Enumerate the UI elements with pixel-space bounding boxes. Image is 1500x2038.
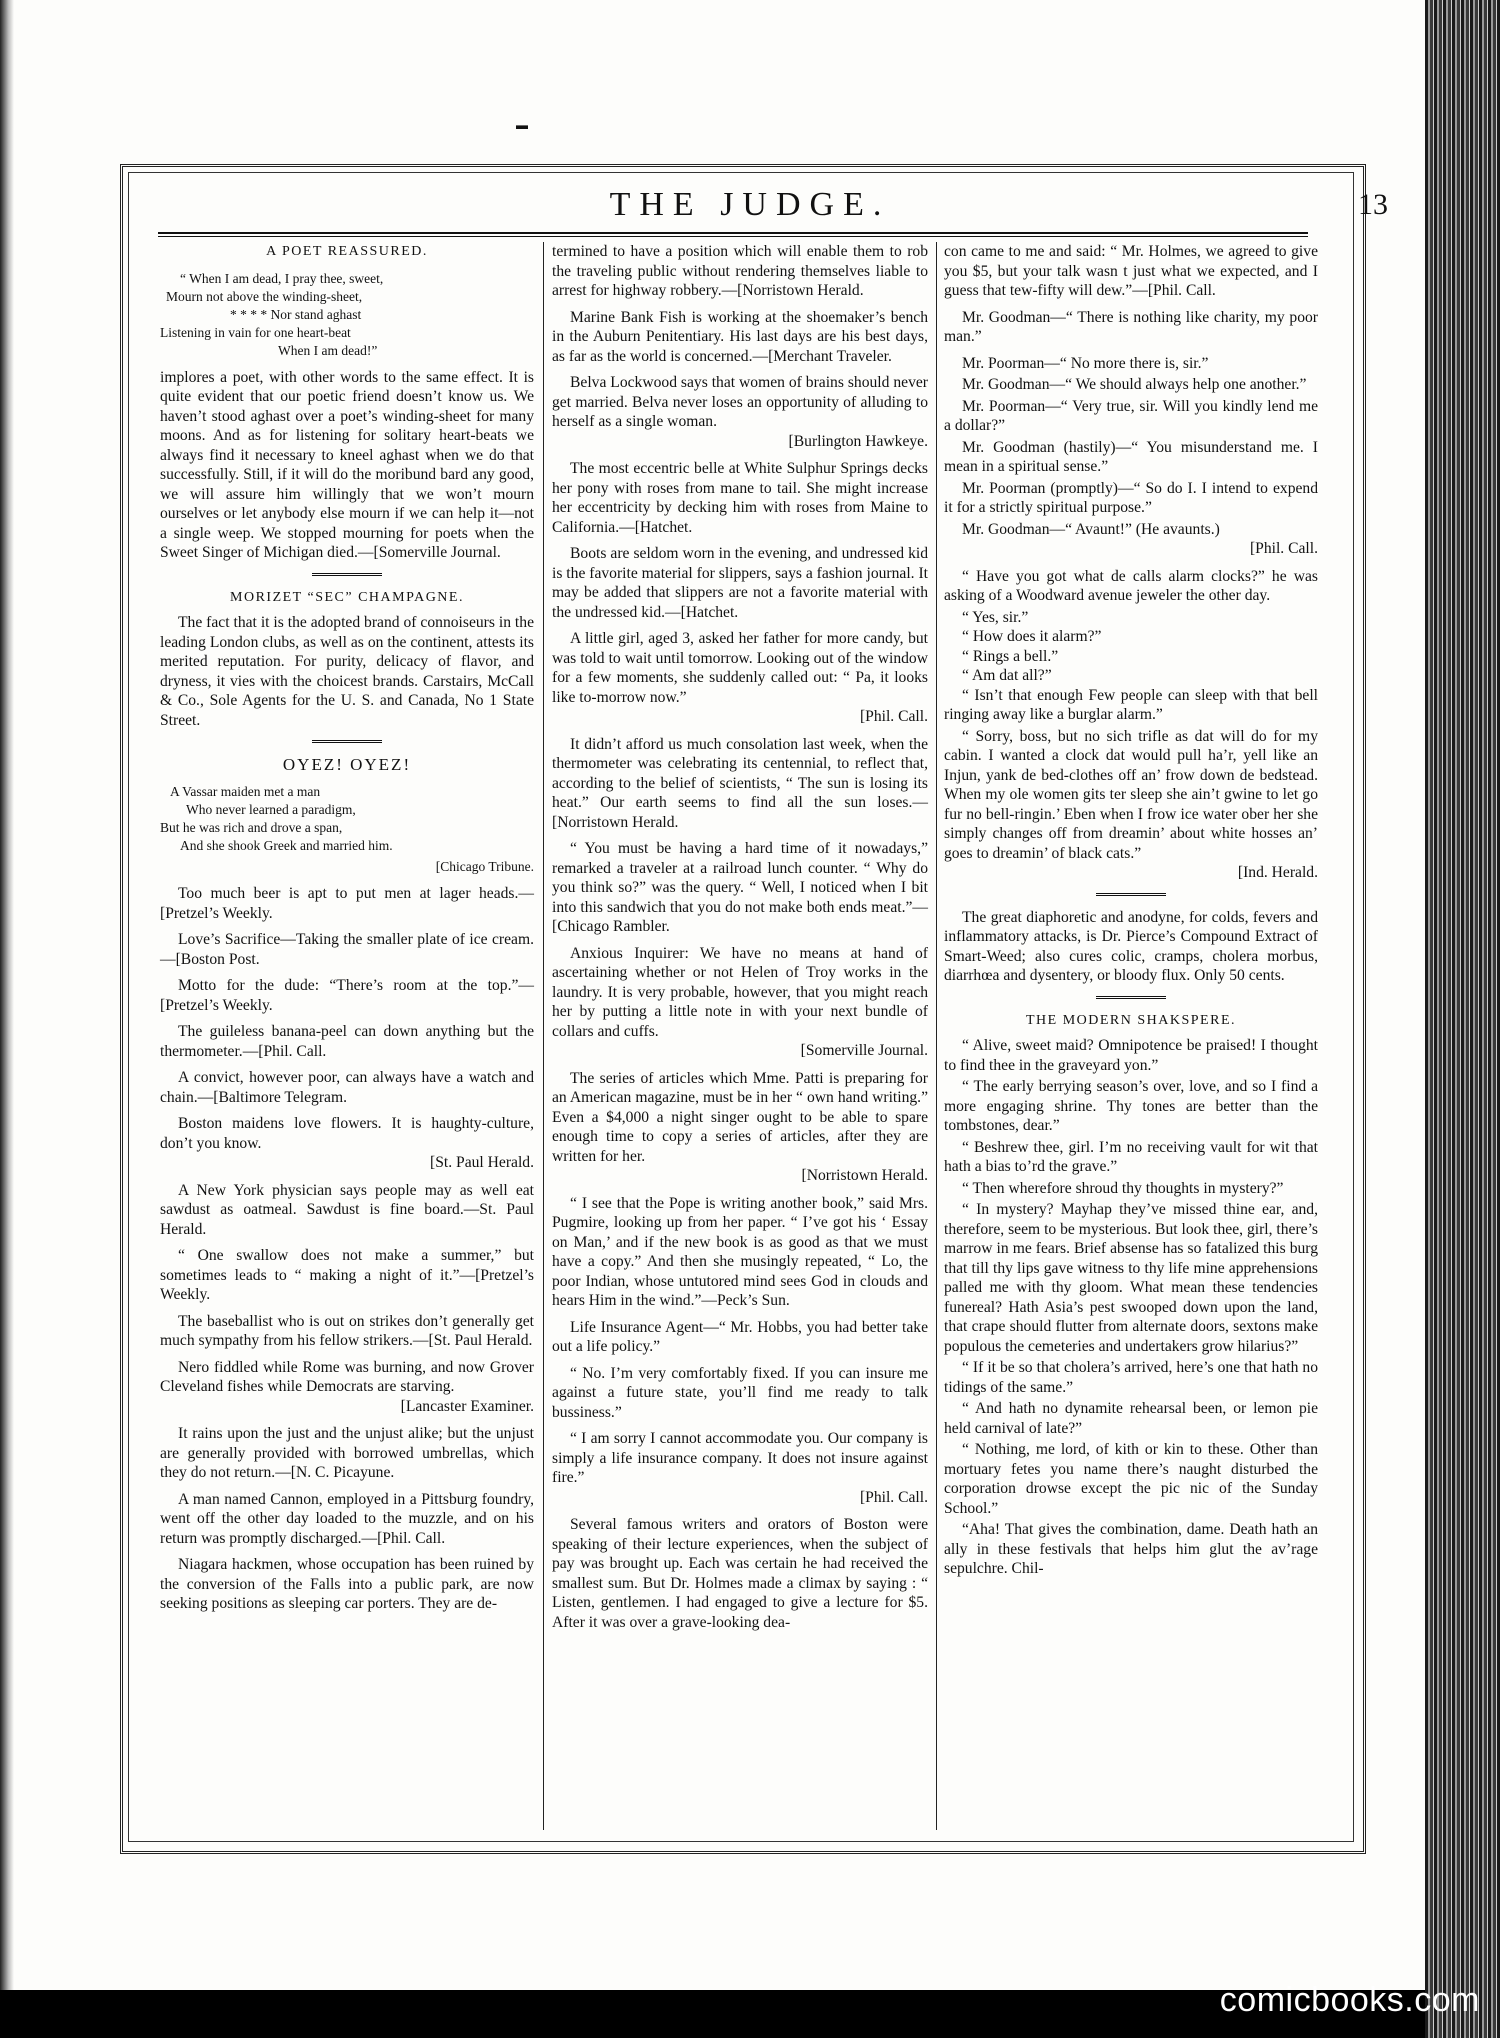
dialogue-line: “ Alive, sweet maid? Omnipotence be praised! I thought to find thee in the graveyard yon.” [944, 1037, 1318, 1074]
source-credit: [Ind. Herald. [1237, 864, 1318, 881]
paragraph: “ You must be having a hard time of it nowadays,” remarked a traveler at a railroad lunch counter. “ Why do you think so?” was the query. “ Well, I noticed when I bit into this sandwich that you do not make both ends meat.”—[Chicago Rambler. [552, 840, 928, 935]
source-credit: [Phil. Call. [859, 1488, 928, 1506]
paragraph: It didn’t afford us much consolation last week, when the thermometer was celebrating its centennial, to reflect that, according to the belief of scientists, “ The sun is losing its heat.” Our earth seems to find all the sun loses.—[Norristown Herald. [552, 735, 928, 831]
source-credit: [Burlington Hawkeye. [788, 432, 928, 450]
masthead-rule [158, 232, 1308, 237]
dialogue-line: Mr. Poorman (promptly)—“ So do I. I intend to expend it for a strictly spiritual purpose.” [944, 479, 1318, 516]
paragraph: The baseballist who is out on strikes don’t generally get much sympathy from his fellow strikers.—[St. Paul Herald. [160, 1312, 534, 1349]
dialogue-line: “ Have you got what de calls alarm clocks?” he was asking of a Woodward avenue jeweler the other day. [944, 567, 1318, 604]
dialogue-line: “ Am dat all?” [962, 667, 1052, 684]
paragraph: It rains upon the just and the unjust alike; but the unjust are generally provided with borrowed umbrellas, which they do not return.—[N. C. Picayune. [160, 1425, 534, 1481]
section-heading: THE MODERN SHAKSPERE. [1025, 1012, 1236, 1028]
paragraph: The series of articles which Mme. Patti is preparing for an American magazine, must be in her “ own hand writing.” Even a $4,000 a night singer ought to be able to spare enough time to copy a series of articles, after they are written for her. [552, 1069, 928, 1165]
dialogue-line: “ Isn’t that enough Few people can sleep with that bell ringing away like a burglar alarm.” [944, 686, 1318, 723]
column-divider [543, 242, 544, 1830]
dialogue-line: “ Rings a bell.” [962, 647, 1059, 665]
paragraph: A convict, however poor, can always have a watch and chain.—[Baltimore Telegram. [160, 1069, 534, 1106]
section-rule [312, 573, 382, 578]
poem-line: Who never learned a paradigm, [186, 801, 356, 817]
paragraph: Boston maidens love flowers. It is haughty-culture, don’t you know. [160, 1115, 534, 1152]
source-credit: [Norristown Herald. [801, 1167, 928, 1184]
paragraph: Life Insurance Agent—“ Mr. Hobbs, you had better take out a life policy.” [552, 1318, 928, 1355]
dialogue-line: Mr. Goodman—“ We should always help one another.” [962, 376, 1307, 393]
source-credit: [Somerville Journal. [800, 1042, 928, 1059]
dialogue-line: “ Beshrew thee, girl. I’m no receiving vault for wit that hath a bias to’rd the grave.” [944, 1138, 1318, 1175]
poem [160, 270, 534, 360]
dialogue-line: Mr. Goodman—“ There is nothing like charity, my poor man.” [944, 308, 1318, 345]
paragraph: Several famous writers and orators of Boston were speaking of their lecture experiences, when the subject of pay was brought up. Each was certain he had received the smallest sum. But Dr. Holmes made a climax by saying : “ Listen, gentlemen. I had engaged to give a lecture for $5. After it was over a grave-looking dea- [552, 1516, 928, 1631]
paragraph: Anxious Inquirer: We have no means at hand of ascertaining whether or not Helen of Troy works in the laundry. It is very probable, however, that you might reach her by putting a little note in with your next bundle of collars and cuffs. [552, 944, 928, 1040]
paragraph: Belva Lockwood says that women of brains should never get married. Belva never loses an opportunity of alluding to herself as a single woman. [552, 374, 928, 430]
page-number: 13 [1358, 188, 1388, 221]
paragraph: A little girl, aged 3, asked her father for more candy, but was told to wait until tomorrow. Looking out of the window for a few moments, she suddenly called out: “ Pa, it looks like to-morrow now.” [552, 630, 928, 706]
section-heading: A POET REASSURED. [266, 244, 428, 259]
page-stack-edge [1425, 0, 1500, 2038]
source-credit: [Phil. Call. [1249, 540, 1318, 557]
poem-line: Mourn not above the winding-sheet, [166, 288, 363, 304]
column-right [944, 242, 1318, 1579]
paragraph: Niagara hackmen, whose occupation has been ruined by the conversion of the Falls into a public park, are now seeking positions as sleeping car porters. They are de- [160, 1556, 534, 1612]
paragraph: “ One swallow does not make a summer,” but sometimes leads to “ making a night of it.”—[Pretzel’s Weekly. [160, 1247, 534, 1303]
source-credit: [St. Paul Herald. [430, 1154, 534, 1171]
paragraph: “ No. I’m very comfortably fixed. If you can insure me against a future state, you’ll find me ready to talk bussiness.” [552, 1364, 928, 1421]
source-credit: [Phil. Call. [859, 708, 928, 725]
ink-mark: ▬ [516, 118, 528, 132]
dialogue-line: “ If it be so that cholera’s arrived, here’s one that hath no tidings of the same.” [944, 1359, 1318, 1396]
paragraph: implores a poet, with other words to the same effect. It is quite evident that our poetic friend doesn’t know us. We haven’t stood aghast over a poet’s winding-sheet for many moons. And as for listening for solitary heart-beats we always find it necessary to kneel aghast when we do that successfully. Still, if it will do the moribund bard any good, we will assure him willingly that we won’t mourn ourselves or let anybody else mourn if we can help it—not a single weep. We stopped mourning for poets when the Sweet Singer of Michigan died.—[Somerville Journal. [160, 368, 534, 561]
site-watermark: comicbooks.com [1219, 1981, 1480, 2019]
poem-line: When I am dead!” [278, 342, 378, 358]
paragraph: “ I am sorry I cannot accommodate you. Our company is simply a life insurance company. It does not insure against fire.” [552, 1430, 928, 1486]
dialogue-line: “ Then wherefore shroud thy thoughts in mystery?” [962, 1179, 1284, 1197]
poem-line: And she shook Greek and married him. [180, 837, 393, 853]
section-heading: MORIZET “SEC” CHAMPAGNE. [230, 589, 464, 605]
page-spine-shadow [0, 0, 14, 1990]
paragraph: A New York physician says people may as well eat sawdust as oatmeal. Sawdust is fine board.—St. Paul Herald. [160, 1181, 534, 1238]
paragraph: Marine Bank Fish is working at the shoemaker’s bench in the Auburn Penitentiary. His last days are his best days, as far as the world is concerned.—[Merchant Traveler. [552, 308, 928, 365]
dialogue-line: Mr. Poorman—“ No more there is, sir.” [962, 354, 1209, 372]
dialogue-line: “ In mystery? Mayhap they’ve missed thine ear, and, therefore, seem to be mysterious. But look thee, girl, there’s marrow in me fears. Brief absense has so fatalized this burg that till thy lips gave witness to thy life mine apprehensions palled me with thy gloom. What mean these tendencies funereal? Hath Asia’s pest swooped down upon the land, that crape should flutter from alternate doors, sextons make populous the cemeteries and undertakers grow hilarius?” [944, 1201, 1318, 1355]
dialogue-line: Mr. Goodman (hastily)—“ You misunderstand me. I mean in a spiritual sense.” [944, 438, 1318, 475]
dialogue-line: “ Nothing, me lord, of kith or kin to these. Other than mortuary fetes you name there’s naught disturbed the corporation drowse except the pic nic of the Sunday School.” [944, 1441, 1318, 1517]
dialogue-line: “ Sorry, boss, but no sich trifle as dat will do for my cabin. I wanted a clock dat would pull ha’r, yell like an Injun, yank de bed-clothes off an’ frow down de bedstead. When my ole women gits ter sleep she ain’t gwine to let go fur no bell-ringin.’ Eben when I frow ice water ober her she simply changes off from dreamin’ about white hosses an’ goes to dreamin’ of black cats.” [944, 727, 1318, 862]
dialogue-line: “ Yes, sir.” [962, 608, 1029, 626]
paragraph: The guileless banana-peel can down anything but the thermometer.—[Phil. Call. [160, 1023, 534, 1060]
poem-line: But he was rich and drove a span, [160, 819, 343, 835]
dialogue-line: Mr. Poorman—“ Very true, sir. Will you kindly lend me a dollar?” [944, 397, 1318, 434]
paragraph: The most eccentric belle at White Sulphur Springs decks her pony with roses from mane to tail. She might increase her eccentricity by decking him with roses from Maine to California.—[Hatchet. [552, 460, 928, 536]
poem-line: “ When I am dead, I pray thee, sweet, [180, 270, 384, 286]
poem-line: Listening in vain for one heart-beat [160, 324, 351, 340]
dialogue-line: “Aha! That gives the combination, dame. Death hath an ally in these festivals that helps him glut the av’rage sepulchre. Chil- [944, 1521, 1318, 1577]
section-heading: OYEZ! OYEZ! [282, 755, 412, 774]
dialogue-line: “ The early berrying season’s over, love, and so I find a more engaging shrine. Thy tones are better than the tombstones, dear.” [944, 1078, 1318, 1134]
paragraph: Too much beer is apt to put men at lager heads.—[Pretzel’s Weekly. [160, 885, 534, 922]
paragraph: The fact that it is the adopted brand of connoiseurs in the leading London clubs, as well as on the continent, attests its merited reputation. For purity, delicacy of flavor, and dryness, it vies with the choicest brands. Carstairs, McCall & Co., Sole Agents for the U. S. and Canada, No 1 State Street. [160, 614, 534, 729]
poem-line: A Vassar maiden met a man [170, 783, 321, 799]
column-divider [936, 242, 937, 1830]
paragraph: “ I see that the Pope is writing another book,” said Mrs. Pugmire, looking up from her paper. “ I’ve got his ‘ Essay on Man,’ and if the new book is as good as that we must have a copy.” And then she musingly repeated, “ Lo, the poor Indian, whose untutored mind sees God in clouds and hears Him in the wind.”—Peck’s Sun. [552, 1194, 928, 1309]
dialogue-line: “ How does it alarm?” [962, 628, 1102, 645]
paragraph: termined to have a position which will enable them to rob the traveling public without rendering themselves liable to arrest for highway robbery.—[Norristown Herald. [552, 243, 928, 299]
column-middle [552, 242, 928, 1639]
source-credit: [Chicago Tribune. [435, 858, 534, 874]
paragraph: con came to me and said: “ Mr. Holmes, we agreed to give you $5, but your talk wasn t just what we expected, and I guess that tew-fifty will dew.”—[Phil. Call. [944, 243, 1318, 299]
poem-line: * * * * Nor stand aghast [230, 306, 362, 322]
section-rule [1096, 996, 1166, 1001]
paragraph: Boots are seldom worn in the evening, and undressed kid is the favorite material for slippers, says a fashion journal. It may be added that slippers are not a favorite material with the undressed kid.—[Hatchet. [552, 545, 928, 621]
source-credit: [Lancaster Examiner. [400, 1397, 534, 1415]
paragraph: Nero fiddled while Rome was burning, and now Grover Cleveland fishes while Democrats are starving. [160, 1358, 534, 1395]
paragraph: Love’s Sacrifice—Taking the smaller plate of ice cream.—[Boston Post. [160, 931, 534, 968]
masthead-title: THE JUDGE. [609, 186, 891, 223]
paragraph: A man named Cannon, employed in a Pittsburg foundry, went off the other day loaded to the muzzle, and on his return was promptly discharged.—[Phil. Call. [160, 1490, 534, 1547]
column-left [160, 242, 534, 1621]
dialogue-line: “ And hath no dynamite rehearsal been, or lemon pie held carnival of late?” [944, 1400, 1318, 1437]
poem [160, 783, 534, 855]
paragraph: The great diaphoretic and anodyne, for colds, fevers and inflammatory attacks, is Dr. Pierce’s Compound Extract of Smart-Weed; also cures colic, cramps, cholera morbus, diarrhœa and dysentery, or bloody flux. Only 50 cents. [944, 908, 1318, 984]
dialogue-line: Mr. Goodman—“ Avaunt!” (He avaunts.) [962, 520, 1220, 538]
section-rule [1096, 893, 1166, 898]
paragraph: Motto for the dude: “There’s room at the top.”—[Pretzel’s Weekly. [160, 977, 534, 1014]
section-rule [312, 740, 382, 745]
